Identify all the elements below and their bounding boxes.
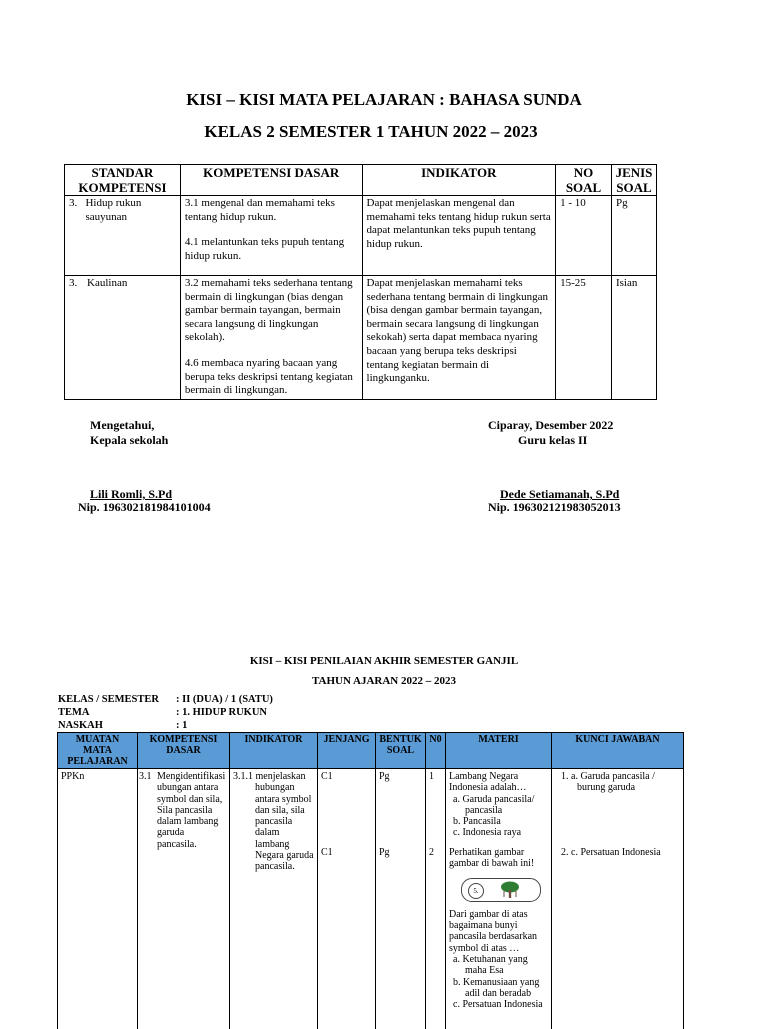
section2-subtitle: TAHUN AJARAN 2022 – 2023	[311, 675, 457, 687]
signature-right-nip: Nip. 196302121983052013	[488, 500, 621, 514]
cell-indikator: Dapat menjelaskan mengenal dan memahami teks tentang hidup rukun serta dapat melantunkan teks pupuh tentang hidup rukun.	[362, 196, 556, 276]
cell-no-soal: 1 - 10	[556, 196, 612, 276]
option-c: c. Persatuan Indonesia	[453, 999, 543, 1011]
cell-jenis-soal: Isian	[611, 276, 656, 400]
cell-indikator	[230, 769, 318, 1029]
cell-kunci	[552, 769, 684, 1029]
penilaian-table	[57, 732, 684, 1029]
document-title: KISI – KISI MATA PELAJARAN : BAHASA SUNDA	[186, 90, 582, 109]
cell-standar	[65, 196, 181, 276]
cell-materi	[446, 769, 552, 1029]
col-header-standar: STANDAR KOMPETENSI	[65, 165, 181, 196]
cell-kompetensi	[138, 769, 230, 1029]
col-header-materi: MATERI	[446, 733, 552, 769]
cell-bentuk	[376, 769, 426, 1029]
banyan-tree-icon	[500, 881, 520, 899]
cell-kompetensi	[180, 196, 362, 276]
signature-left-name: Lili Romli, S.Pd	[90, 487, 173, 501]
meta-naskah	[58, 720, 188, 731]
document-subtitle: KELAS 2 SEMESTER 1 TAHUN 2022 – 2023	[204, 122, 538, 141]
kunci-1: 1. a. Garuda pancasila / burung garuda	[561, 771, 655, 794]
kd-text: 3.2 memahami teks sederhana tentang bermain di lingkungan (bias dengan gambar bermain tayangan, bermain secara langsung di lingkungan sekolah).	[184, 277, 353, 344]
meta-label: KELAS / SEMESTER	[58, 694, 159, 705]
jenjang-1: C1	[321, 771, 333, 782]
question-1	[449, 771, 548, 847]
option-a: a. Ketuhanan yang maha Esa	[453, 954, 528, 977]
option-b: b. Kemanusiaan yang adil dan beradab	[453, 976, 540, 999]
col-header-kompetensi: KOMPETENSI DASAR	[138, 733, 230, 769]
bentuk-2: Pg	[379, 847, 390, 859]
image-label: 5.	[468, 883, 484, 899]
signature-right-place-date: Ciparay, Desember 2022	[488, 418, 614, 432]
signature-left-nip: Nip. 196302181984101004	[78, 500, 211, 514]
cell-jenjang	[318, 769, 376, 1029]
signature-right-name: Dede Setiamanah, S.Pd	[500, 487, 620, 501]
cell-no	[426, 769, 446, 1029]
no-2: 2	[429, 847, 434, 859]
kisi-table	[64, 164, 657, 400]
signature-left-role: Kepala sekolah	[90, 433, 169, 447]
standar-text: Hidup rukun sauyunan	[85, 197, 142, 223]
cell-jenis-soal: Pg	[611, 196, 656, 276]
bentuk-1: Pg	[379, 771, 390, 782]
section2-title: KISI – KISI PENILAIAN AKHIR SEMESTER GANJIL	[249, 655, 519, 667]
col-header-indikator: INDIKATOR	[362, 165, 556, 196]
row-number: 3.	[69, 197, 78, 209]
col-header-jenis-soal: JENIS SOAL	[611, 165, 656, 196]
row-number: 3.	[69, 277, 78, 289]
table-header-row	[58, 733, 684, 769]
col-header-kompetensi: KOMPETENSI DASAR	[180, 165, 362, 196]
kd-text: 4.6 membaca nyaring bacaan yang berupa teks deskripsi tentang kegiatan bermain di lingkungan.	[184, 356, 353, 397]
meta-value: : II (DUA) / 1 (SATU)	[176, 694, 273, 705]
signature-right-role: Guru kelas II	[518, 433, 588, 447]
meta-value: : 1. HIDUP RUKUN	[176, 707, 267, 718]
col-header-indikator: INDIKATOR	[230, 733, 318, 769]
question-2	[449, 847, 548, 1011]
meta-label: TEMA	[58, 707, 90, 718]
table-row	[65, 276, 657, 400]
jenjang-2: C1	[321, 847, 333, 859]
question-text: Perhatikan gambar gambar di bawah ini!	[449, 847, 535, 870]
cell-muatan: PPKn	[58, 769, 138, 1029]
option-a: a. Garuda pancasila/ pancasila	[453, 793, 535, 816]
kd-text: 3.1 mengenal dan memahami teks tentang hidup rukun.	[184, 197, 335, 223]
kd-text: 4.1 melantunkan teks pupuh tentang hidup rukun.	[184, 236, 345, 262]
table-row	[65, 196, 657, 276]
cell-no-soal: 15-25	[556, 276, 612, 400]
meta-label: NASKAH	[58, 720, 103, 731]
signature-left-heading: Mengetahui,	[90, 418, 155, 432]
indikator-text: 3.1.1 menjelaskan hubungan antara symbol dan sila, sila pancasila dalam lambang Negara garuda pancasila.	[233, 771, 314, 873]
question-text-2: Dari gambar di atas bagaimana bunyi pancasila berdasarkan symbol di atas …	[449, 908, 538, 954]
pancasila-symbol-image	[461, 878, 541, 902]
col-header-kunci: KUNCI JAWABAN	[552, 733, 684, 769]
option-c: c. Indonesia raya	[453, 827, 522, 839]
cell-kompetensi	[180, 276, 362, 400]
option-b: b. Pancasila	[453, 816, 501, 828]
standar-text: Kaulinan	[87, 277, 128, 289]
question-text: Lambang Negara Indonesia adalah…	[449, 771, 527, 794]
kd-number: 3.1	[139, 771, 152, 782]
col-header-jenjang: JENJANG	[318, 733, 376, 769]
col-header-bentuk-soal: BENTUK SOAL	[376, 733, 426, 769]
meta-kelas	[58, 694, 273, 705]
col-header-no-soal: NO SOAL	[556, 165, 612, 196]
table-header-row	[65, 165, 657, 196]
no-1: 1	[429, 771, 434, 782]
meta-value: : 1	[176, 720, 188, 731]
col-header-no: N0	[426, 733, 446, 769]
cell-indikator: Dapat menjelaskan memahami teks sederhana tentang bermain di lingkungan (bisa dengan gambar bermain tayangan, bermain secara langsung di lingkungan sekokah) serta dapat membaca nyaring bacaan yang berupa teks deskripsi tentang kegiatan bermain di lingkunganku.	[362, 276, 556, 400]
meta-tema	[58, 707, 267, 718]
kunci-2: 2. c. Persatuan Indonesia	[561, 847, 661, 858]
table-row	[58, 769, 684, 1029]
col-header-muatan: MUATAN MATA PELAJARAN	[58, 733, 138, 769]
cell-standar	[65, 276, 181, 400]
kd-text: Mengidentifikasi ubungan antara symbol dan sila, Sila pancasila dalam lambang garuda pancasila.	[157, 771, 226, 850]
